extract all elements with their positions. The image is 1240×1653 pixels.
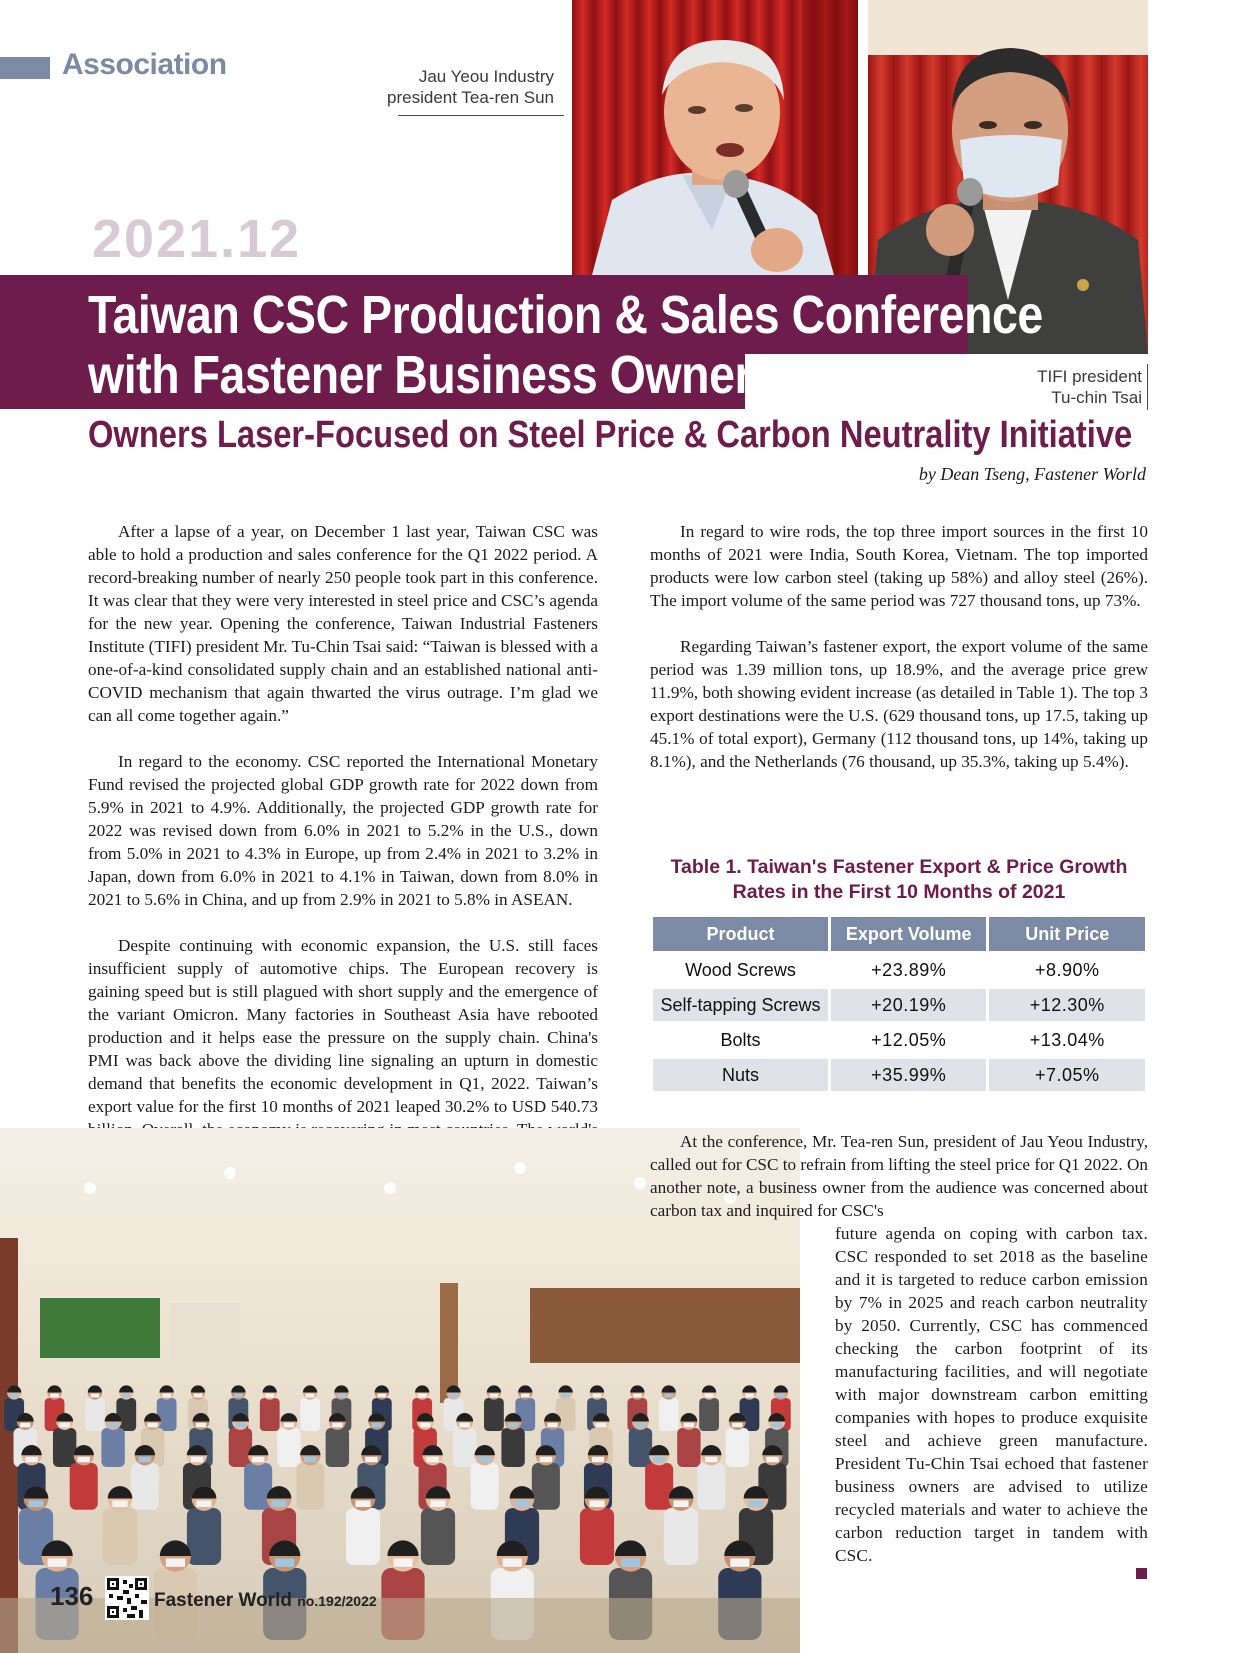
audience-member-mask	[139, 1457, 151, 1462]
cell-export-volume: +20.19%	[831, 989, 987, 1021]
audience-member-mask	[122, 1394, 131, 1398]
table-title-line1: Table 1. Taiwan's Fastener Export & Price Growth	[670, 856, 1128, 878]
caption-sun-line2: president Tea-ren Sun	[387, 88, 554, 107]
audience-member-body	[260, 1398, 280, 1431]
audience-member-mask	[420, 1423, 430, 1428]
cell-product: Self-tapping Screws	[653, 989, 828, 1021]
photo-speaker-sun	[572, 0, 858, 275]
audience-member-mask	[589, 1500, 604, 1507]
audience-member-mask	[635, 1423, 645, 1428]
audience-member-mask	[355, 1500, 370, 1507]
audience-member-mask	[196, 1500, 211, 1507]
audience-member-mask	[147, 1423, 157, 1428]
audience-member-body	[187, 1508, 221, 1565]
body-column-right	[650, 520, 1148, 796]
body-column-right-lower	[650, 1130, 1148, 1222]
audience-member-mask	[732, 1423, 742, 1428]
audience-member-mask	[596, 1423, 606, 1428]
audience-member-body	[296, 1463, 324, 1510]
paragraph: In regard to wire rods, the top three import sources in the first 10 months of 2021 were India, South Korea, Vietnam. The top imported products were low carbon steel (taking up 58%) and alloy steel (26%). The import volume of the same period was 727 thousand tons, up 73%.	[650, 522, 1148, 610]
audience-member-body	[421, 1508, 455, 1565]
caption-rule	[398, 115, 564, 116]
end-of-article-mark	[1136, 1568, 1147, 1579]
byline: by Dean Tseng, Fastener World	[918, 464, 1146, 484]
audience-member-mask	[271, 1500, 286, 1507]
photo-sun-illustration	[572, 0, 858, 275]
caption-sun-line1: Jau Yeou Industry	[418, 67, 554, 86]
header-product: Product	[653, 917, 828, 951]
article-title-line2: with Fastener Business Owners	[88, 345, 778, 405]
audience-member-mask	[673, 1500, 688, 1507]
audience-member-mask	[633, 1394, 642, 1398]
audience-member-mask	[191, 1457, 203, 1462]
header-export-volume: Export Volume	[831, 917, 987, 951]
audience-member-mask	[540, 1457, 552, 1462]
audience-member-mask	[235, 1423, 245, 1428]
issue-number: no.192/2022	[297, 1593, 377, 1609]
table-row	[653, 954, 1145, 986]
table-row	[653, 1059, 1145, 1091]
audience-member-mask	[337, 1394, 346, 1398]
audience-member-body	[645, 1463, 673, 1510]
audience-member-body	[53, 1428, 76, 1467]
audience-member-body	[229, 1428, 252, 1467]
audience-member-mask	[162, 1394, 171, 1398]
magazine-name: Fastener World	[154, 1590, 292, 1611]
audience-member-mask	[426, 1457, 438, 1462]
audience-member-body	[346, 1508, 380, 1565]
audience-member-mask	[478, 1457, 490, 1462]
paragraph: In regard to the economy. CSC reported the International Monetary Fund revised the projected global GDP growth rate for 2022 down from 5.9% in 2021 to 4.9%. Additionally, the projected GDP growth rate for 2022 was revised down from 6.0% in 2021 to 5.2% in the U.S., down from 5.0% in 2021 to 4.3% in Europe, up from 2.4% in 2021 to 3.2% in Japan, down from 6.0% in 2021 to 4.1% in Taiwan, down from 8.0% in 2021 to 5.6% in China, and up from 2.9% in 2021 to 5.8% in ASEAN.	[88, 752, 598, 909]
audience-member-mask	[393, 1558, 412, 1566]
audience-member-mask	[772, 1423, 782, 1428]
audience-member-body	[629, 1428, 652, 1467]
audience-member-mask	[592, 1457, 604, 1462]
audience-member-mask	[265, 1394, 274, 1398]
audience-member-mask	[275, 1558, 294, 1566]
audience-member-mask	[91, 1394, 100, 1398]
audience-member-mask	[593, 1394, 602, 1398]
audience-member-body	[580, 1508, 614, 1565]
audience-member-mask	[430, 1500, 445, 1507]
audience-member-mask	[418, 1394, 427, 1398]
cell-product: Wood Screws	[685, 959, 796, 980]
audience-member-mask	[196, 1423, 206, 1428]
audience-member-body	[277, 1428, 300, 1467]
audience-member-body	[699, 1398, 719, 1431]
table-title-line2: Rates in the First 10 Months of 2021	[732, 881, 1066, 903]
audience-member-mask	[561, 1394, 570, 1398]
audience-member-mask	[25, 1457, 37, 1462]
audience-member-mask	[521, 1394, 530, 1398]
audience-member-body	[453, 1428, 476, 1467]
body-column-right-narrow	[835, 1222, 1148, 1567]
cell-unit-price: +7.05%	[989, 1059, 1145, 1091]
header-unit-price: Unit Price	[989, 917, 1145, 951]
audience-member-body	[300, 1398, 320, 1431]
audience-member-mask	[108, 1423, 118, 1428]
body-column-left	[88, 520, 598, 1210]
audience-member-mask	[304, 1457, 316, 1462]
paragraph: After a lapse of a year, on December 1 last year, Taiwan CSC was able to hold a production and sales conference for the Q1 2022 period. A record-breaking number of nearly 250 people took part in this conference. It was clear that they were very interested in steel price and CSC’s agenda for the new year. Opening the conference, Taiwan Industrial Fasteners Institute (TIFI) president Mr. Tu-Chin Tsai said: “Taiwan is blessed with a one-of-a-kind consolidated supply chain and an established national anti-COVID mechanism that again thwarted the virus outrage. I’m glad we can all come together again.”	[88, 522, 598, 725]
cell-product: Bolts	[720, 1029, 761, 1050]
qr-code-icon	[105, 1576, 149, 1620]
cell-unit-price: +13.04%	[1029, 1029, 1105, 1050]
audience-member-mask	[664, 1394, 673, 1398]
audience-member-mask	[490, 1394, 499, 1398]
audience-member-mask	[306, 1394, 315, 1398]
audience-member-mask	[514, 1500, 529, 1507]
audience-member-mask	[705, 1457, 717, 1462]
audience-member-mask	[50, 1394, 59, 1398]
cell-unit-price: +8.90%	[1034, 959, 1100, 980]
audience-member-body	[501, 1428, 524, 1467]
caption-sun	[380, 66, 554, 108]
audience-member-body	[659, 1398, 679, 1431]
cell-product: Nuts	[653, 1059, 828, 1091]
audience-member-mask	[748, 1500, 763, 1507]
cell-export-volume: +35.99%	[831, 1059, 987, 1091]
audience-member-body	[85, 1398, 105, 1431]
audience-member-mask	[59, 1423, 69, 1428]
audience-member-mask	[372, 1423, 382, 1428]
audience-member-mask	[705, 1394, 714, 1398]
audience-member-mask	[252, 1457, 264, 1462]
table-row	[653, 989, 1145, 1021]
audience-member-mask	[194, 1394, 203, 1398]
paragraph: future agenda on coping with carbon tax. CSC responded to set 2018 as the baseline and it is targeted to reduce carbon emission by 7% in 2025 and reach carbon neutrality by 2050. Currently, CSC has commenced checking the carbon footprint of its manufacturing facilities, and will negotiate with major downstream carbon emitting companies with hopes to produce exquisite steel and achieve green manufacture. President Tu-Chin Tsai echoed that fastener business owners are advised to utilize recycled materials and water to achieve the carbon reduction target in tandem with CSC.	[835, 1224, 1148, 1565]
audience-member-body	[157, 1398, 177, 1431]
table-row	[653, 1024, 1145, 1056]
cell-export-volume: +23.89%	[871, 959, 947, 980]
audience-member-mask	[284, 1423, 294, 1428]
audience-member-body	[131, 1463, 159, 1510]
paragraph: Despite continuing with economic expansion, the U.S. still faces insufficient supply of automotive chips. The European recovery is gaining speed but is still plagued with short supply and the emergence of the variant Omicron. Many factories in Southeast Asia have rebooted production and it helps ease the pressure on the supply chain. China's PMI was back above the dividing line signaling an upturn in domestic demand that benefits the economic development in Q1, 2022. Taiwan’s export value for the first 10 months of 2021 leaped 30.2% to USD 540.73	[88, 936, 598, 1116]
audience-member-mask	[684, 1423, 694, 1428]
audience-member-body	[484, 1398, 504, 1431]
caption-tsai-line1: TIFI president	[1037, 367, 1142, 386]
audience-member-body	[664, 1508, 698, 1565]
paragraph: Regarding Taiwan’s fastener export, the export volume of the same period was 1.39 million tons, up 18.9%, and the average price grew 11.9%, both showing evident increase (as detailed in Table 1). The top 3 export destinations were the U.S. (629 thousand tons, up 17.5, taking up 45.1% of total export), Germany (112 thousand tons, up 14%, taking up 8.1%), and the Netherlands (76 thousand, up 35.3%, taking up 5.4%).	[650, 637, 1148, 771]
audience-member-body	[326, 1428, 349, 1467]
audience-member-mask	[766, 1457, 778, 1462]
audience-member-mask	[776, 1394, 785, 1398]
cell-export-volume: +12.05%	[871, 1029, 947, 1050]
section-label: Association	[62, 48, 227, 81]
audience-member-mask	[508, 1423, 518, 1428]
audience-member-body	[677, 1428, 700, 1467]
footer-magazine	[154, 1590, 377, 1612]
audience-member-body	[101, 1428, 124, 1467]
audience-member-body	[471, 1463, 499, 1510]
paragraph: At the conference, Mr. Tea-ren Sun, president of Jau Yeou Industry, called out for CSC to refrain from lifting the steel price for Q1 2022. On another note, a business owner from the audience was concerned about carbon tax and inquired for CSC's	[650, 1132, 1148, 1220]
audience-member-mask	[377, 1394, 386, 1398]
table-header-row	[653, 917, 1145, 951]
audience-member-mask	[166, 1558, 185, 1566]
export-growth-table	[650, 914, 1148, 1094]
audience-member-mask	[48, 1558, 67, 1566]
audience-member-mask	[730, 1558, 749, 1566]
audience-member-mask	[112, 1500, 127, 1507]
section-bar	[0, 57, 50, 79]
audience-member-body	[103, 1508, 137, 1565]
audience-member-mask	[459, 1423, 469, 1428]
audience-member-mask	[653, 1457, 665, 1462]
article-title-line1: Taiwan CSC Production & Sales Conference	[88, 285, 1043, 345]
audience-member-mask	[332, 1423, 342, 1428]
table-title	[650, 855, 1148, 905]
audience-member-mask	[28, 1500, 43, 1507]
audience-member-mask	[365, 1457, 377, 1462]
audience-member-mask	[449, 1394, 458, 1398]
audience-member-mask	[503, 1558, 522, 1566]
audience-member-body	[532, 1463, 560, 1510]
audience-member-mask	[20, 1423, 30, 1428]
article-subtitle: Owners Laser-Focused on Steel Price & Carbon Neutrality Initiative	[88, 414, 1133, 456]
audience-member-mask	[77, 1457, 89, 1462]
audience-member-mask	[234, 1394, 243, 1398]
caption-rule	[1147, 364, 1148, 410]
cell-unit-price: +12.30%	[989, 989, 1145, 1021]
audience-member-body	[697, 1463, 725, 1510]
audience-member-mask	[745, 1394, 754, 1398]
issue-date: 2021.12	[92, 209, 302, 269]
caption-tsai-line2: Tu-chin Tsai	[1051, 388, 1142, 407]
caption-tsai	[1030, 366, 1142, 408]
audience-member-body	[726, 1428, 749, 1467]
audience-member-body	[70, 1463, 98, 1510]
audience-member-mask	[547, 1423, 557, 1428]
audience-member-mask	[621, 1558, 640, 1566]
audience-member-mask	[10, 1394, 19, 1398]
page-number: 136	[50, 1581, 94, 1611]
